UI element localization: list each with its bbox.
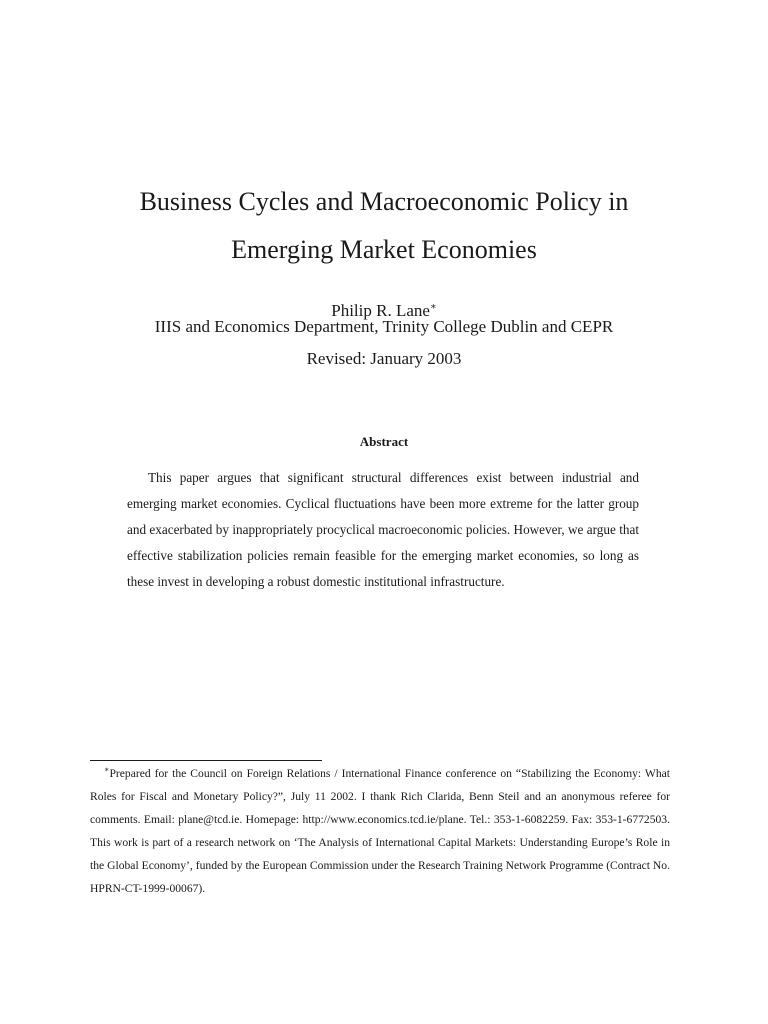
footnote-text: Prepared for the Council on Foreign Relations / International Finance conference on “Stabilizing the Economy: What Roles for Fiscal and Monetary Policy?”, July 11 2002. I thank Rich Clarida, Benn Steil and an anonymous referee for comments. Email: plane@tcd.ie. Homepage: http://www.economics.tcd.ie/plane. Tel.: 353-1-6082259. Fax: 353-1-6772503. This work is part of a research network on ‘The Analysis of International Capital Markets: Understanding Europe’s Role in the Global Economy’, funded by the European Commission under the Research Training Network Programme (Contract No. HPRN-CT-1999-00067). xyxy=(90,767,670,895)
title-line-1: Business Cycles and Macroeconomic Policy in xyxy=(139,187,629,216)
footnote-mark: ∗ xyxy=(104,765,110,775)
footnote-rule xyxy=(90,760,322,761)
title-line-2: Emerging Market Economies xyxy=(231,235,537,264)
abstract-text: This paper argues that significant structural differences exist between industrial and emerging market economies. Cyclical fluctuations have been more extreme for the latter group and exacerbated by inappropriately procyclical macroeconomic policies. However, we argue that effective stabilization policies remain feasible for the emerging market economies, so long as these invest in developing a robust domestic institutional infrastructure. xyxy=(127,470,639,589)
abstract-heading: Abstract xyxy=(359,434,409,449)
author-name: Philip R. Lane xyxy=(331,301,430,320)
revision-date: Revised: January 2003 xyxy=(306,349,462,368)
author-affiliation: IIIS and Economics Department, Trinity College Dublin and CEPR xyxy=(154,317,614,336)
footnote xyxy=(90,762,670,900)
author-footnote-mark: ∗ xyxy=(429,301,437,313)
paper-title xyxy=(0,178,768,274)
